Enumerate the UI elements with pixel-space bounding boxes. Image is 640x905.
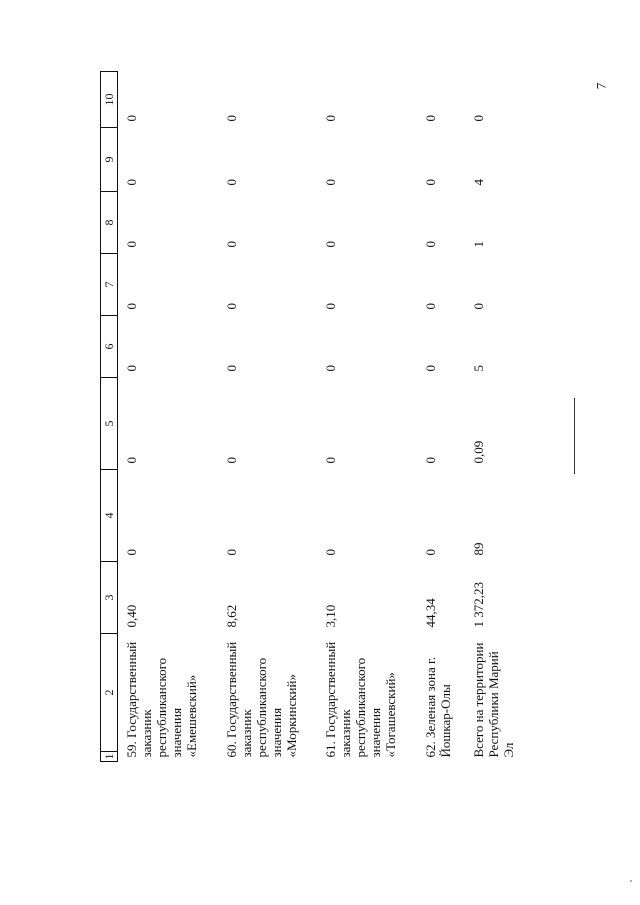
cell-col-7: 0 xyxy=(470,303,486,310)
table-row xyxy=(317,72,417,762)
table-row xyxy=(118,72,218,762)
cell-col-4: 0 xyxy=(422,549,438,556)
cell-col-6: 0 xyxy=(422,365,438,372)
col-header-6: 6 xyxy=(101,316,118,378)
cell-col-10: 0 xyxy=(470,115,486,122)
header-row xyxy=(101,72,118,762)
cell-col-3: 44,34 xyxy=(422,598,438,628)
cell-col-9: 0 xyxy=(223,179,239,186)
cell-col-8: 0 xyxy=(124,241,139,248)
cell-col-7: 0 xyxy=(422,303,438,310)
cell-col-8: 0 xyxy=(223,241,239,248)
col-header-7: 7 xyxy=(101,254,118,316)
cell-col-7: 0 xyxy=(124,303,139,310)
col-header-3: 3 xyxy=(101,562,118,634)
cell-col-3: 1 372,23 xyxy=(470,582,486,628)
cell-col-3: 8,62 xyxy=(223,604,239,628)
page-number: 7 xyxy=(592,82,608,90)
row-name: 61. Государственный заказник республиканского значения «Тогашевский» xyxy=(323,641,399,758)
cell-col-10: 0 xyxy=(422,115,438,122)
col-header-5: 5 xyxy=(101,378,118,470)
row-name: 62. Зеленая зона г. Йошкар-Олы xyxy=(422,656,453,758)
cell-col-5: 0 xyxy=(124,457,139,464)
cell-col-8: 1 xyxy=(470,241,486,248)
row-name: 59. Государственный заказник республиканского значения «Емешевский» xyxy=(124,641,199,758)
cell-col-7: 0 xyxy=(223,303,239,310)
table-container xyxy=(100,72,530,762)
cell-col-4: 0 xyxy=(223,549,239,556)
cell-col-5: 0 xyxy=(422,457,438,464)
cell-col-6: 5 xyxy=(470,365,486,372)
cell-col-4: 0 xyxy=(124,549,139,556)
table-row xyxy=(218,72,318,762)
cell-col-4: 0 xyxy=(323,549,339,556)
cell-col-10: 0 xyxy=(323,115,339,122)
cell-col-9: 0 xyxy=(124,179,139,186)
col-header-2: 2 xyxy=(101,634,118,752)
table-row xyxy=(417,72,465,762)
cell-col-6: 0 xyxy=(223,365,239,372)
cell-col-7: 0 xyxy=(323,303,339,310)
col-header-10: 10 xyxy=(101,72,118,128)
row-name: 60. Государственный заказник республиканского значения «Моркинский» xyxy=(223,641,299,758)
row-name: Всего на территории Республики Марий Эл xyxy=(470,642,516,758)
cell-col-3: 0,40 xyxy=(124,604,139,628)
cell-col-9: 4 xyxy=(470,179,486,186)
cell-col-9: 0 xyxy=(422,179,438,186)
cell-col-9: 0 xyxy=(323,179,339,186)
cell-col-5: 0 xyxy=(223,457,239,464)
cell-col-8: 0 xyxy=(323,241,339,248)
cell-col-10: 0 xyxy=(223,115,239,122)
col-header-1: 1 xyxy=(101,753,116,760)
col-header-9: 9 xyxy=(101,128,118,192)
cell-col-3: 3,10 xyxy=(323,604,339,628)
table-row xyxy=(465,72,530,762)
col-header-8: 8 xyxy=(101,192,118,254)
cell-col-8: 0 xyxy=(422,241,438,248)
cell-col-10: 0 xyxy=(124,115,139,122)
cell-col-6: 0 xyxy=(124,365,139,372)
cell-col-5: 0 xyxy=(323,457,339,464)
cell-col-5: 0,09 xyxy=(470,440,486,464)
col-header-4: 4 xyxy=(101,470,118,562)
cell-col-6: 0 xyxy=(323,365,339,372)
horizontal-rule xyxy=(574,398,575,474)
data-table xyxy=(100,71,530,762)
scan-dot xyxy=(630,880,632,882)
cell-col-4: 89 xyxy=(470,542,486,556)
